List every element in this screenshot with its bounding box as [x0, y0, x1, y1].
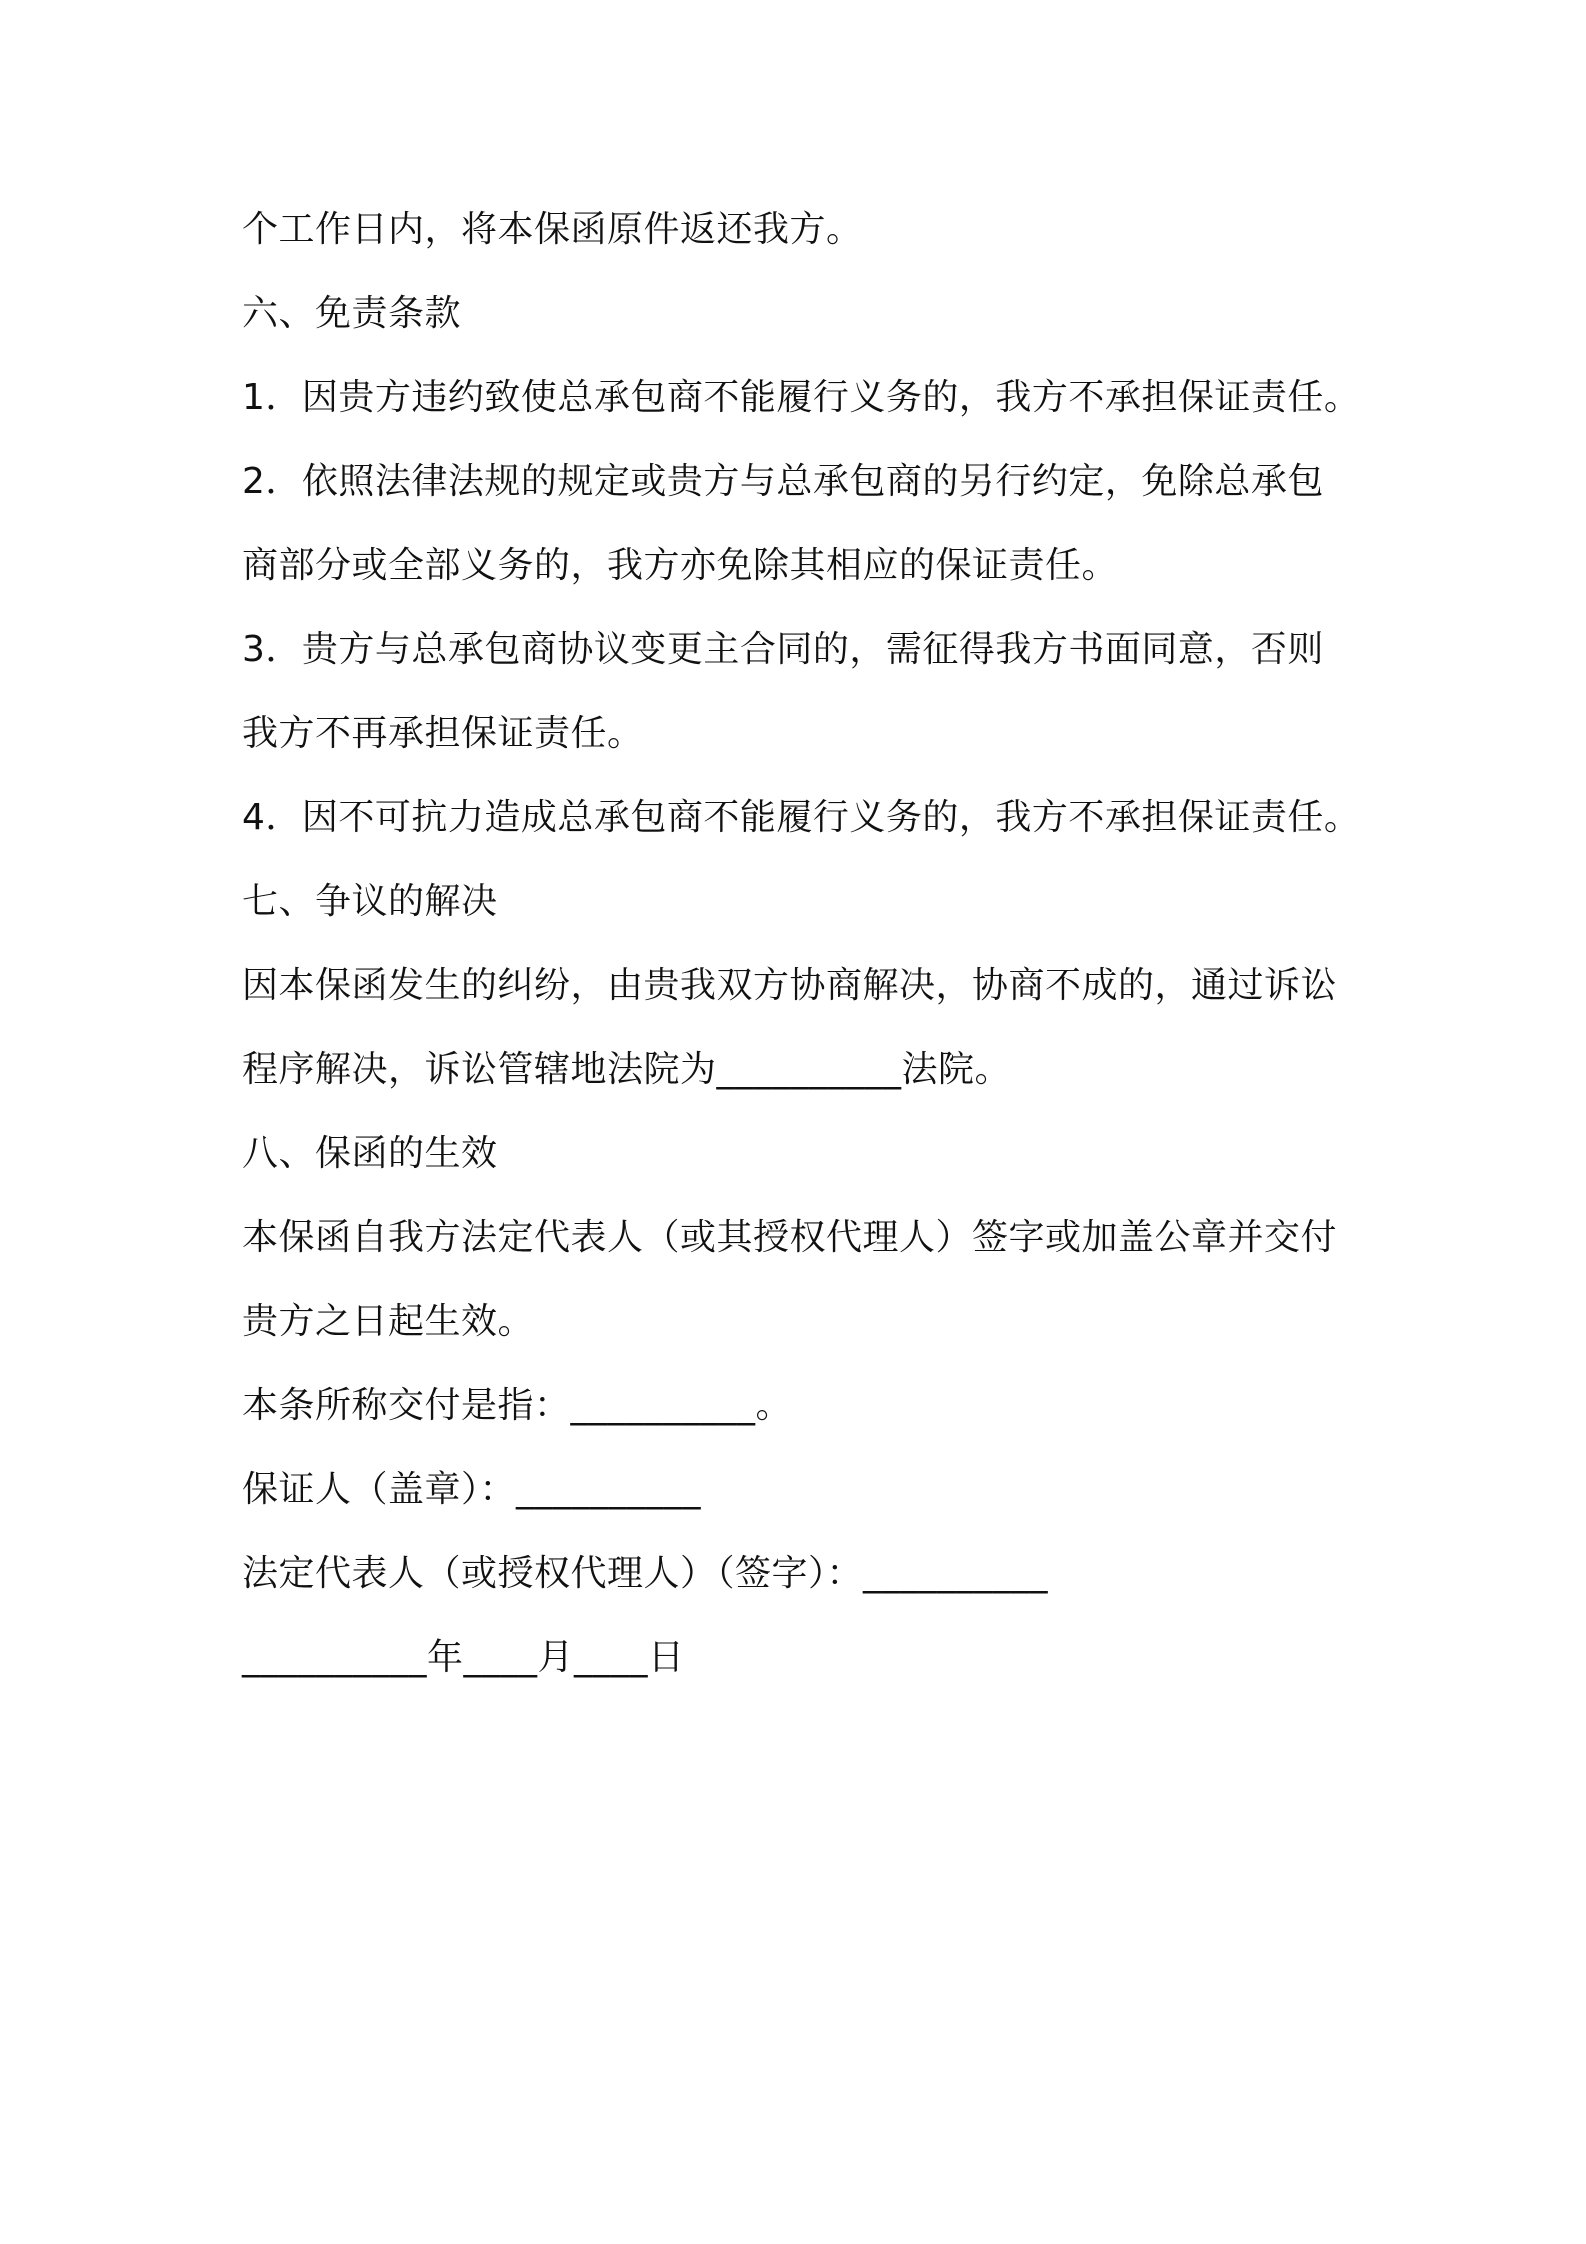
exemption-clause-3-line-2: 我方不再承担保证责任。	[242, 713, 644, 754]
delivery-definition-line: 本条所称交付是指：__________。	[242, 1385, 793, 1426]
legal-representative-signature-line: 法定代表人（或授权代理人）（签字）：__________	[242, 1553, 1049, 1594]
dispute-paragraph-line-1: 因本保函发生的纠纷，由贵我双方协商解决，协商不成的，通过诉讼	[242, 965, 1338, 1006]
exemption-clause-1: 1．因贵方违约致使总承包商不能履行义务的，我方不承担保证责任。	[242, 377, 1361, 418]
guarantor-seal-line: 保证人（盖章）：__________	[242, 1469, 702, 1510]
paragraph-continuation: 个工作日内，将本保函原件返还我方。	[242, 209, 863, 250]
effectiveness-paragraph-line-2: 贵方之日起生效。	[242, 1301, 535, 1342]
exemption-clause-2-line-2: 商部分或全部义务的，我方亦免除其相应的保证责任。	[242, 545, 1119, 586]
dispute-paragraph-line-2: 程序解决，诉讼管辖地法院为__________法院。	[242, 1049, 1012, 1090]
date-line: __________年____月____日	[242, 1637, 685, 1678]
exemption-clause-2-line-1: 2．依照法律法规的规定或贵方与总承包商的另行约定，免除总承包	[242, 461, 1324, 502]
document-body	[242, 198, 1372, 1710]
effectiveness-paragraph-line-1: 本保函自我方法定代表人（或其授权代理人）签字或加盖公章并交付	[242, 1217, 1338, 1258]
section-heading-effectiveness: 八、保函的生效	[242, 1133, 498, 1174]
section-heading-dispute: 七、争议的解决	[242, 881, 498, 922]
exemption-clause-4: 4．因不可抗力造成总承包商不能履行义务的，我方不承担保证责任。	[242, 797, 1361, 838]
section-heading-exemption: 六、免责条款	[242, 293, 462, 334]
exemption-clause-3-line-1: 3．贵方与总承包商协议变更主合同的，需征得我方书面同意，否则	[242, 629, 1324, 670]
